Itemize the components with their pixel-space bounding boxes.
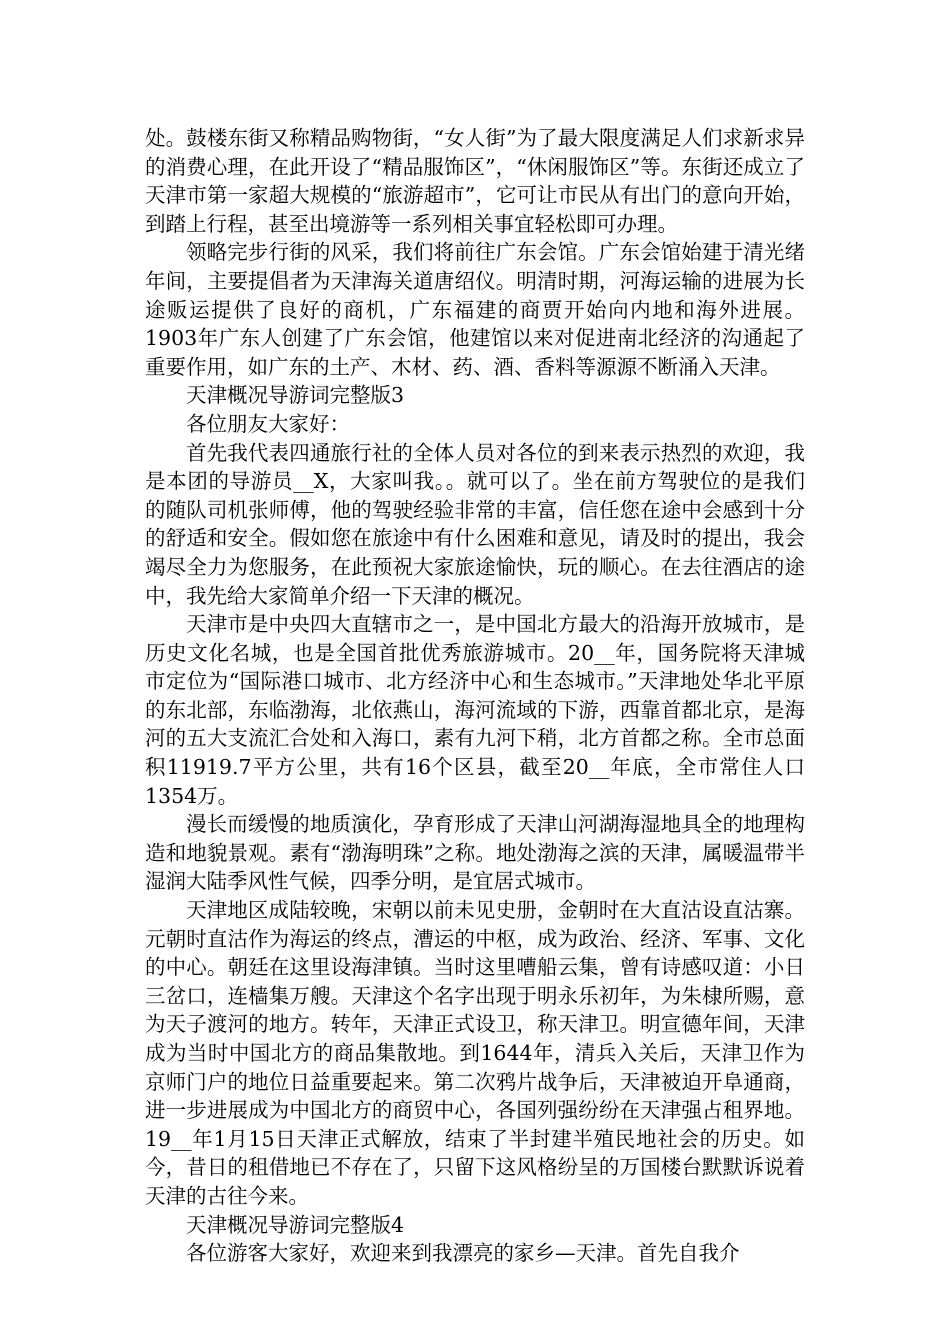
greeting: 各位朋友大家好：	[186, 411, 350, 436]
document-page	[145, 124, 805, 1268]
paragraph-geology-climate: 漫长而缓慢的地质演化，孕育形成了天津山河湖海湿地具全的地理构造和地貌景观。素有“渤海明珠”之称。地处渤海之滨的天津，属暖温带半湿润大陆季风性气候，四季分明，是宜居式城市。	[145, 812, 805, 894]
section-heading-4: 天津概况导游词完整版4	[186, 1212, 405, 1237]
paragraph-guide-introduction: 首先我代表四通旅行社的全体人员对各位的到来表示热烈的欢迎，我是本团的导游员__X，大家叫我。。就可以了。坐在前方驾驶位的是我们的随队司机张师傅，他的驾驶经验非常的丰富，信任您在途中会感到十分的舒适和安全。假如您在旅途中有什么困难和意见，请及时的提出，我会竭尽全力为您服务，在此预祝大家旅途愉快，玩的顺心。在去往酒店的途中，我先给大家简单介绍一下天津的概况。	[145, 440, 805, 608]
section-heading-3: 天津概况导游词完整版3	[186, 383, 405, 408]
paragraph-tianjin-overview: 天津市是中央四大直辖市之一，是中国北方最大的沿海开放城市，是历史文化名城，也是全国首批优秀旅游城市。20__年，国务院将天津城市定位为“国际港口城市、北方经济中心和生态城市。”天津地处华北平原的东北部，东临渤海，北依燕山，海河流域的下游，西靠首都北京，是海河的五大支流汇合处和入海口，素有九河下稍，北方首都之称。全市总面积11919.7平方公里，共有16个区县，截至20__年底，全市常住人口1354万。	[145, 612, 805, 808]
paragraph-shopping-street: 处。鼓楼东街又称精品购物街，“女人街”为了最大限度满足人们求新求异的消费心理，在此开设了“精品服饰区”，“休闲服饰区”等。东街还成立了天津市第一家超大规模的“旅游超市”，它可让市民从有出门的意向开始，到踏上行程，甚至出境游等一系列相关事宜轻松即可办理。	[145, 126, 805, 236]
paragraph-guangdong-guild-hall: 领略完步行街的风采，我们将前往广东会馆。广东会馆始建于清光绪年间，主要提倡者为天津海关道唐绍仪。明清时期，河海运输的进展为长途贩运提供了良好的商机，广东福建的商贾开始向内地和海外进展。1903年广东人创建了广东会馆，他建馆以来对促进南北经济的沟通起了重要作用，如广东的土产、木材、药、酒、香料等源源不断涌入天津。	[145, 240, 805, 379]
paragraph-history: 天津地区成陆较晚，宋朝以前未见史册，金朝时在大直沽设直沽寨。元朝时直沽作为海运的终点，漕运的中枢，成为政治、经济、军事、文化的中心。朝廷在这里设海津镇。当时这里嘈船云集，曾有诗感叹道：小日三岔口，连樯集万艘。天津这个名字出现于明永乐初年，为朱棣所赐，意为天子渡河的地方。转年，天津正式设卫，称天津卫。明宣德年间，天津成为当时中国北方的商品集散地。到1644年，清兵入关后，天津卫作为京师门户的地位日益重要起来。第二次鸦片战争后，天津被迫开阜通商，进一步进展成为中国北方的商贸中心，各国列强纷纷在天津强占租界地。19__年1月15日天津正式解放，结束了半封建半殖民地社会的历史。如今，昔日的租借地已不存在了，只留下这风格纷呈的万国楼台默默诉说着天津的古往今来。	[145, 898, 805, 1208]
paragraph-welcome: 各位游客大家好，欢迎来到我漂亮的家乡—天津。首先自我介	[186, 1241, 740, 1266]
